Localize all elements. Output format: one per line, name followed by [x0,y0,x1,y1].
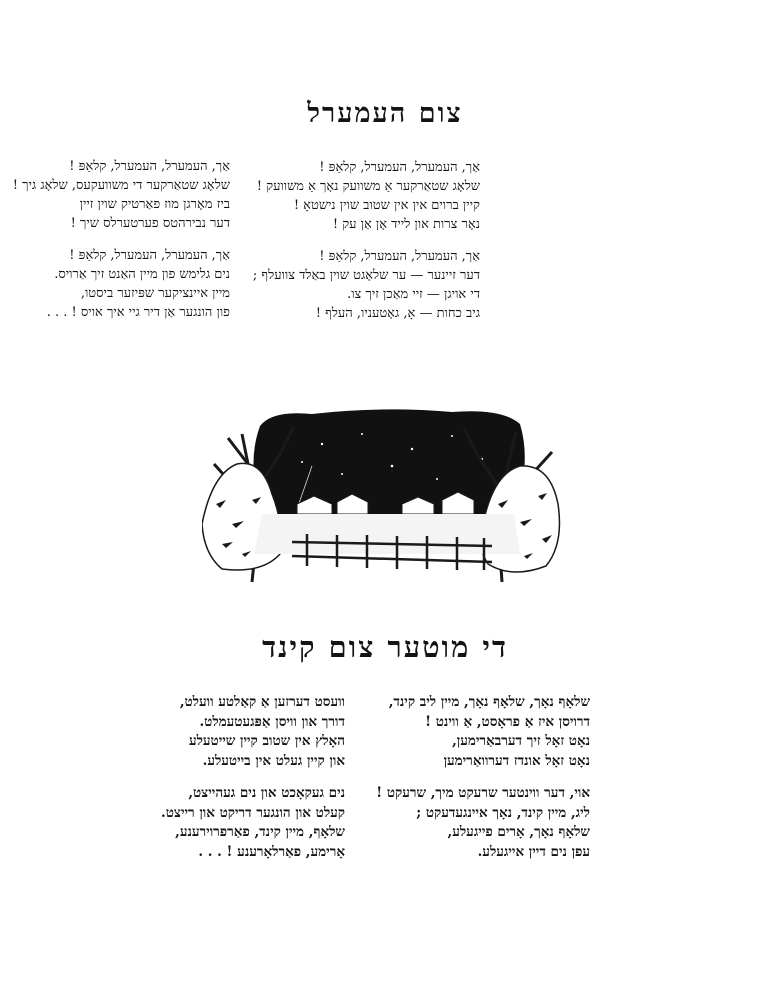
poem-line: שלאָף, מיין קינד, פאַרפרוירענע, [175,824,345,840]
poem-line: און קיין געלט אין בייטעלע. [202,752,345,769]
poem2-stanza [360,693,590,771]
poem-line: וועסט דערזען אַ קאַלטע וועלט, [179,694,345,710]
poem-line: מיין איינציקער שפּיזער ביסטו, [80,286,230,301]
poem-line: דער זיינער — ער שלאָגט שוין באַלד צוועלף ; [252,268,480,283]
poem1-stanza [256,158,480,234]
poem-line: אַך, העמערל, העמערל, קלאַפּ ! [319,249,480,264]
poem2-left-column [115,693,345,875]
poem-line: אַך, העמערל, העמערל, קלאַפּ ! [319,160,480,175]
poem2-stanza [360,784,590,862]
poem-line: שלאָג שטאַרקער אַ משוועק נאָך אַ משוועק ! [256,179,480,194]
winter-village-illustration [202,404,562,582]
poem-line: אַך, העמערל, העמערל, קלאַפּ ! [69,248,230,263]
poem-line: נים געקאָכט און נים געהייצט, [188,785,345,801]
poem1-left-column [10,157,230,335]
poem-line: שלאָף נאָך, שלאָף נאָך, מיין ליב קינד, [388,694,590,710]
poem2-stanza [115,784,345,862]
poem-line: שלאָף נאָך, אָרים פייגעלע, [447,824,590,840]
poem1-title: צום העמערל [307,98,463,129]
poem2-title: די מוטער צום קינד [262,630,508,664]
poem-line: קעלט און הונגער דריקט און רייצט. [161,804,345,821]
poem1-right-column [252,158,480,336]
poem-line: פון הונגער אַן דיר גיי איך אויס ! . . . [46,305,230,320]
poem1-stanza [10,246,230,322]
poem-line: ביז מאָרגן מוז פאַרטיק שוין זיין [79,197,230,212]
poem-line: דרויסן איז אַ פראָסט, אַ ווינט ! [425,713,590,730]
poem-line: נאָט זאָל זיך דערבאַרימען, [452,733,590,749]
poem-line: נאָר צרות און לייד אָן אַן עק ! [332,217,480,232]
poem1-stanza [10,157,230,233]
poem-line: ליג, מיין קינד, נאָך איינגעדעקט ; [416,804,590,821]
poem2-stanza [115,693,345,771]
poem-line: שלאָג שטאַרקער די משוועקעס, שלאָג גיך ! [12,178,230,193]
poem-line: גיב כחות — אָ, גאָטעניו, העלף ! [315,306,480,321]
poem2-right-column [360,693,590,875]
poem-line: די אויגן — זיי מאַכן זיך צו. [347,287,480,302]
poem-line: דורך און וויסן אַפּגעטעמלט. [199,713,345,730]
poem-line: אָרימע, פאַרלאָרענע ! . . . [198,843,345,860]
poem-line: אַך, העמערל, העמערל, קלאַפּ ! [69,159,230,174]
poem-line: דער נבירהטס פערטערלס שיך ! [70,216,230,231]
poem-line: עפן נים דיין אייגעלע. [477,843,590,860]
poem-line: נאָט זאָל אונדז דערוואַרימען [443,752,590,769]
poem1-stanza [252,247,480,323]
poem-line: קיין ברוים אין אין שטוב שוין נישטאָ ! [293,198,480,213]
poem-line: נים גלימש פון מיין האַנט זיך אַרויס. [54,267,230,282]
poem-line: אוי, דער ווינטער שרעקט מיך, שרעקט ! [376,785,590,801]
poem-line: האָלץ אין שטוב קיין שייטעלע [188,733,345,749]
